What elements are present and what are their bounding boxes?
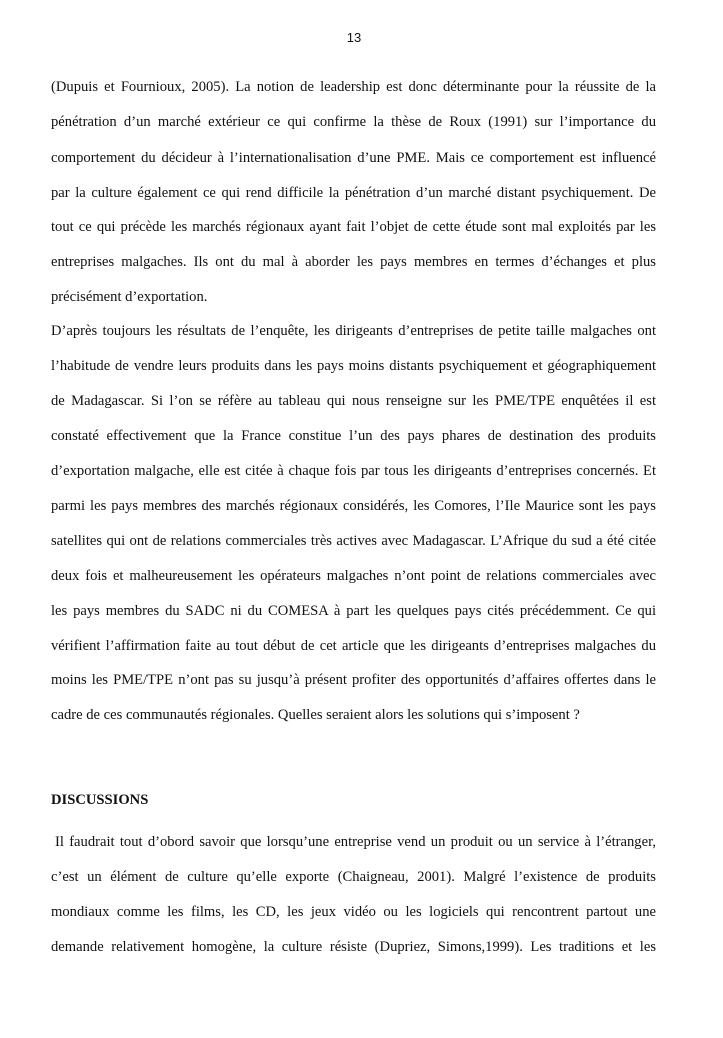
text-line: constaté effectivement que la France constitue l’un des pays phares de destination des produits	[51, 428, 656, 444]
text-line: entreprises malgaches. Ils ont du mal à aborder les pays membres en termes d’échanges et plus	[51, 254, 656, 270]
text-line: comportement du décideur à l’internationalisation d’une PME. Mais ce comportement est influencé	[51, 150, 656, 166]
text-line: pénétration d’un marché extérieur ce qui confirme la thèse de Roux (1991) sur l’importance du	[51, 114, 656, 130]
text-line: mondiaux comme les films, les CD, les jeux vidéo ou les logiciels qui rencontrent partout une	[51, 904, 656, 920]
text-line: par la culture également ce qui rend difficile la pénétration d’un marché distant psychiquement. De	[51, 185, 656, 201]
text-line: les pays membres du SADC ni du COMESA à part les quelques pays cités précédemment. Ce qui	[51, 603, 656, 619]
text-line: l’habitude de vendre leurs produits dans les pays moins distants psychiquement et géographiquement	[51, 358, 656, 374]
text-line: satellites qui ont de relations commerciales très actives avec Madagascar. L’Afrique du sud a été citée	[51, 533, 656, 549]
text-line: précisément d’exportation.	[51, 289, 208, 305]
text-line: parmi les pays membres des marchés régionaux considérés, les Comores, l’Ile Maurice sont les pays	[51, 498, 656, 514]
text-line: moins les PME/TPE n’ont pas su jusqu’à présent profiter des opportunités d’affaires offertes dans le	[51, 672, 656, 688]
text-line: D’après toujours les résultats de l’enquête, les dirigeants d’entreprises de petite taille malgaches ont	[51, 323, 656, 339]
section-heading: DISCUSSIONS	[51, 792, 149, 808]
text-line: demande relativement homogène, la culture résiste (Dupriez, Simons,1999). Les traditions et les	[51, 939, 656, 955]
text-line: de Madagascar. Si l’on se réfère au tableau qui nous renseigne sur les PME/TPE enquêtées il est	[51, 393, 656, 409]
text-line: tout ce qui précède les marchés régionaux ayant fait l’objet de cette étude sont mal exploités par les	[51, 219, 656, 235]
text-line: vérifient l’affirmation faite au tout début de cet article que les dirigeants d’entreprises malgaches du	[51, 638, 656, 654]
text-line: d’exportation malgache, elle est citée à chaque fois par tous les dirigeants d’entreprises concernés. Et	[51, 463, 656, 479]
text-line: c’est un élément de culture qu’elle exporte (Chaigneau, 2001). Malgré l’existence de produits	[51, 869, 656, 885]
text-line: Il faudrait tout d’obord savoir que lorsqu’une entreprise vend un produit ou un service à l’étranger,	[55, 834, 656, 850]
page-number: 13	[346, 30, 362, 45]
text-line: deux fois et malheureusement les opérateurs malgaches n’ont point de relations commerciales avec	[51, 568, 656, 584]
text-line: (Dupuis et Fournioux, 2005). La notion de leadership est donc déterminante pour la réussite de la	[51, 79, 656, 95]
text-line: cadre de ces communautés régionales. Quelles seraient alors les solutions qui s’imposent ?	[51, 707, 580, 723]
